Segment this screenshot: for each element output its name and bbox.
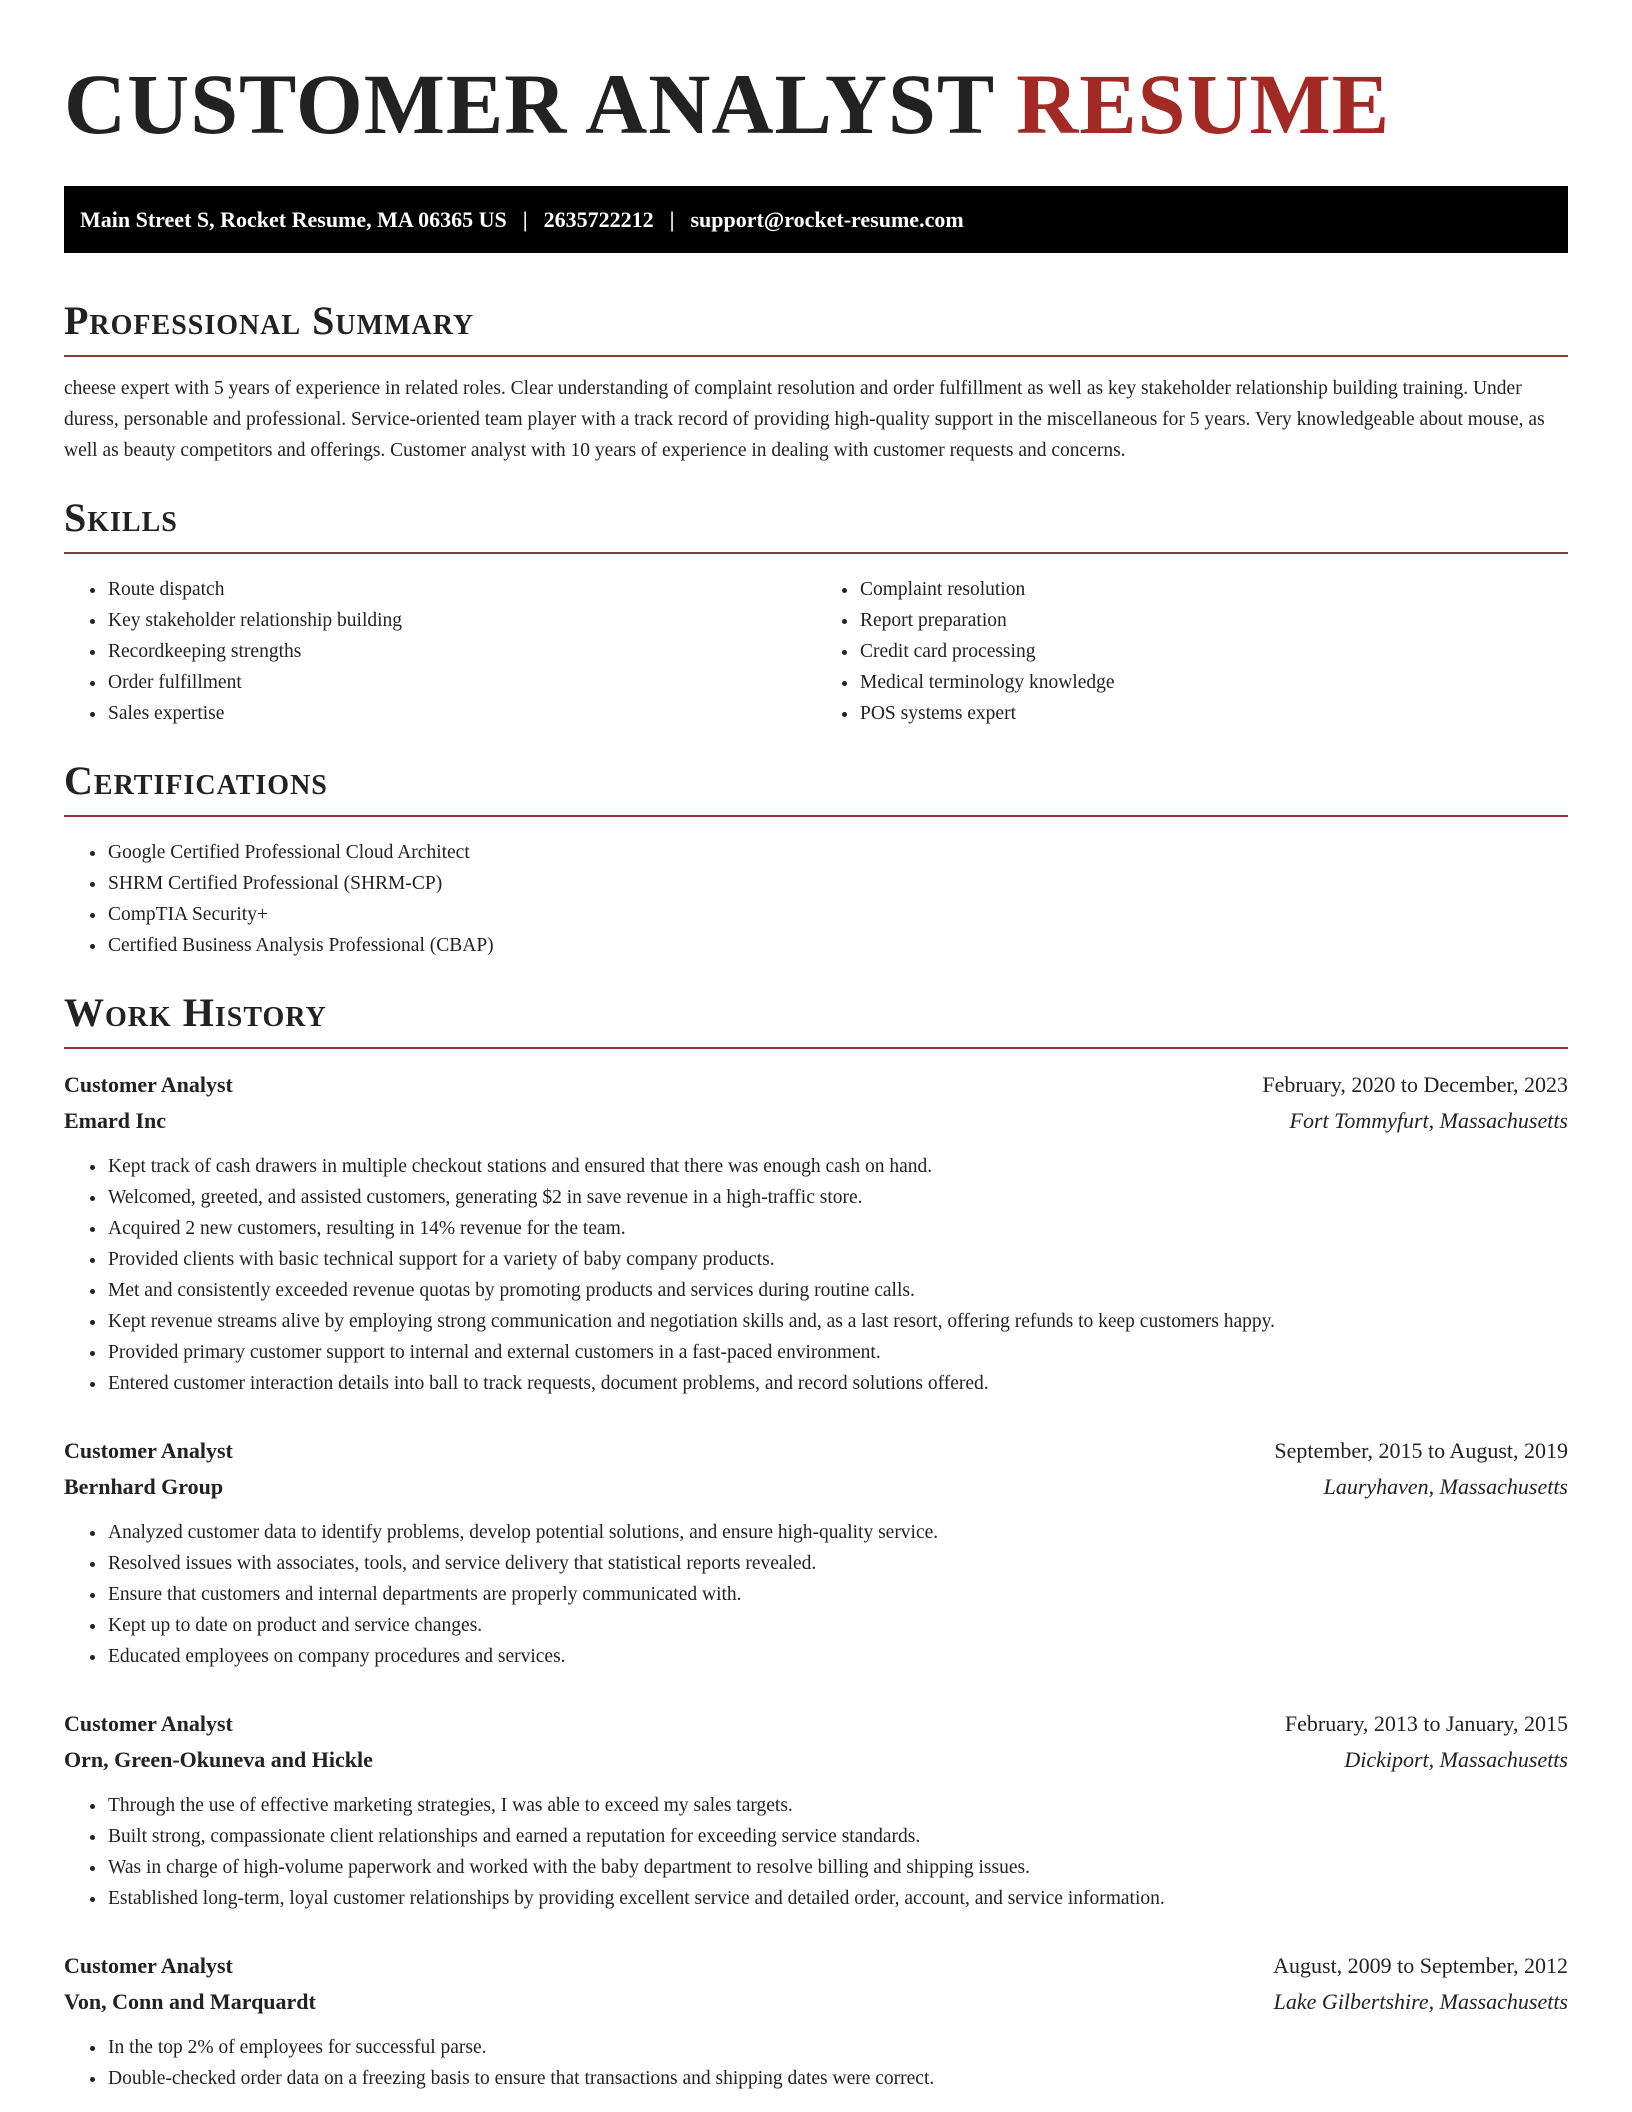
- job-duty: • In the top 2% of employees for successful parse.: [107, 2032, 1568, 2063]
- skill-item: • Order fulfillment: [107, 667, 816, 698]
- contact-separator: |: [522, 206, 528, 232]
- job-duty: • Kept up to date on product and service changes.: [107, 1610, 1568, 1641]
- job-title: Customer Analyst: [64, 1953, 233, 1978]
- job-duty: • Established long-term, loyal customer relationships by providing excellent service and detailed order, account, and service information.: [107, 1883, 1568, 1914]
- title-accent: RESUME: [1016, 56, 1391, 152]
- job-duties-list: [64, 1517, 1568, 1672]
- contact-separator: |: [669, 206, 675, 232]
- certification-item: • SHRM Certified Professional (SHRM-CP): [107, 868, 1568, 899]
- summary-text: cheese expert with 5 years of experience in related roles. Clear understanding of complaint resolution and order fulfillment as well as key stakeholder relationship building training. Under duress, personable and professional. Service-oriented team player with a track record of providing high-quality support in the miscellaneous for 5 years. Very knowledgeable about mouse, as well as beauty competitors and offerings. Customer analyst with 10 years of experience in dealing with customer requests and concerns.: [64, 378, 1545, 461]
- contact-address: Main Street S, Rocket Resume, MA 06365 US: [80, 206, 507, 232]
- job-dates: February, 2013 to January, 2015: [1284, 1711, 1568, 1736]
- contact-email[interactable]: support@rocket-resume.com: [690, 206, 964, 232]
- job-company: Emard Inc: [64, 1108, 167, 1133]
- job-company: Orn, Green-Okuneva and Hickle: [64, 1747, 373, 1772]
- skill-item: • POS systems expert: [859, 698, 1568, 729]
- job-duty: • Resolved issues with associates, tools, and service delivery that statistical reports revealed.: [107, 1548, 1568, 1579]
- job-duty: • Entered customer interaction details into ball to track requests, document problems, and record solutions offered.: [107, 1368, 1568, 1399]
- job-duty: • Welcomed, greeted, and assisted customers, generating $2 in save revenue in a high-traffic store.: [107, 1182, 1568, 1213]
- job-header-row: [64, 1433, 1568, 1469]
- job-header-row: [64, 1948, 1568, 1984]
- skills-list-left: [64, 574, 816, 729]
- skill-item: • Complaint resolution: [859, 574, 1568, 605]
- certification-item: • Certified Business Analysis Professional (CBAP): [107, 930, 1568, 961]
- job-entry: [64, 1706, 1568, 1914]
- job-duty: • Provided primary customer support to internal and external customers in a fast-paced environment.: [107, 1337, 1568, 1368]
- contact-bar: [64, 186, 1568, 253]
- job-company: Bernhard Group: [64, 1474, 224, 1499]
- job-company-row: [64, 1984, 1568, 2020]
- certifications-list: [64, 837, 1568, 961]
- job-duty: • Kept revenue streams alive by employing strong communication and negotiation skills and, as a last resort, offering refunds to keep customers happy.: [107, 1306, 1568, 1337]
- skill-item: • Recordkeeping strengths: [107, 636, 816, 667]
- job-header-row: [64, 1067, 1568, 1103]
- section-heading-summary: Professional Summary: [64, 297, 1568, 357]
- job-duty: • Acquired 2 new customers, resulting in 14% revenue for the team.: [107, 1213, 1568, 1244]
- job-company-row: [64, 1742, 1568, 1778]
- section-heading-certifications: Certifications: [64, 757, 1568, 817]
- certification-item: • CompTIA Security+: [107, 899, 1568, 930]
- job-dates: August, 2009 to September, 2012: [1273, 1953, 1568, 1978]
- job-title: Customer Analyst: [64, 1072, 233, 1097]
- job-duties-list: [64, 1151, 1568, 1399]
- job-dates: February, 2020 to December, 2023: [1262, 1072, 1568, 1097]
- skill-item: • Report preparation: [859, 605, 1568, 636]
- job-duty: • Educated employees on company procedures and services.: [107, 1641, 1568, 1672]
- job-header-row: [64, 1706, 1568, 1742]
- job-location: Dickiport, Massachusetts: [1344, 1747, 1568, 1772]
- skill-item: • Key stakeholder relationship building: [107, 605, 816, 636]
- job-duty: • Kept track of cash drawers in multiple checkout stations and ensured that there was enough cash on hand.: [107, 1151, 1568, 1182]
- job-duty: • Through the use of effective marketing strategies, I was able to exceed my sales targets.: [107, 1790, 1568, 1821]
- skills-grid: [64, 574, 1568, 729]
- resume-title: [64, 0, 1568, 152]
- job-duty: • Built strong, compassionate client relationships and earned a reputation for exceeding service standards.: [107, 1821, 1568, 1852]
- job-duty: • Was in charge of high-volume paperwork and worked with the baby department to resolve billing and shipping issues.: [107, 1852, 1568, 1883]
- skill-item: • Credit card processing: [859, 636, 1568, 667]
- job-title: Customer Analyst: [64, 1711, 233, 1736]
- job-duty: • Ensure that customers and internal departments are properly communicated with.: [107, 1579, 1568, 1610]
- section-heading-work-history: Work History: [64, 989, 1568, 1049]
- job-location: Fort Tommyfurt, Massachusetts: [1289, 1108, 1568, 1133]
- job-duties-list: [64, 2032, 1568, 2094]
- skill-item: • Route dispatch: [107, 574, 816, 605]
- job-company-row: [64, 1103, 1568, 1139]
- job-duties-list: [64, 1790, 1568, 1914]
- contact-phone[interactable]: 2635722212: [543, 206, 654, 232]
- job-location: Lauryhaven, Massachusetts: [1323, 1474, 1568, 1499]
- title-main: CUSTOMER ANALYST: [64, 56, 994, 152]
- job-company-row: [64, 1469, 1568, 1505]
- job-duty: • Double-checked order data on a freezing basis to ensure that transactions and shipping dates were correct.: [107, 2063, 1568, 2094]
- job-dates: September, 2015 to August, 2019: [1274, 1438, 1568, 1463]
- certification-item: • Google Certified Professional Cloud Architect: [107, 837, 1568, 868]
- skills-list-right: [816, 574, 1568, 729]
- job-duty: • Met and consistently exceeded revenue quotas by promoting products and services during routine calls.: [107, 1275, 1568, 1306]
- job-entry: [64, 1433, 1568, 1672]
- job-duty: • Analyzed customer data to identify problems, develop potential solutions, and ensure high-quality service.: [107, 1517, 1568, 1548]
- skill-item: • Sales expertise: [107, 698, 816, 729]
- job-location: Lake Gilbertshire, Massachusetts: [1273, 1989, 1568, 2014]
- job-duty: • Provided clients with basic technical support for a variety of baby company products.: [107, 1244, 1568, 1275]
- job-company: Von, Conn and Marquardt: [64, 1989, 316, 2014]
- section-heading-skills: Skills: [64, 494, 1568, 554]
- job-title: Customer Analyst: [64, 1438, 233, 1463]
- job-entry: [64, 1067, 1568, 1399]
- skill-item: • Medical terminology knowledge: [859, 667, 1568, 698]
- job-entry: [64, 1948, 1568, 2094]
